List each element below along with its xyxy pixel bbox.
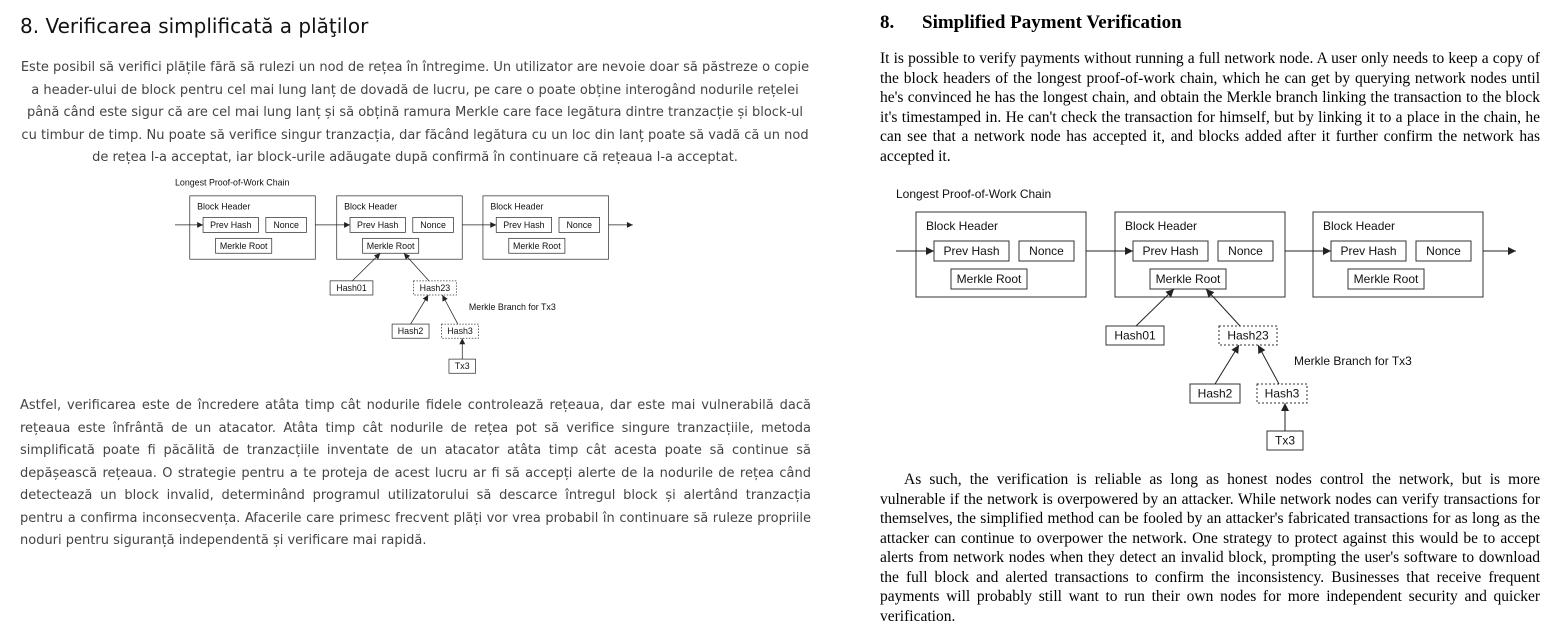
prev-hash-label: Prev Hash: [1142, 244, 1199, 258]
nonce-label: Nonce: [273, 219, 299, 230]
section-title-text: Simplified Payment Verification: [922, 12, 1182, 33]
section-number: 8.: [880, 12, 895, 33]
hash2-label: Hash2: [397, 326, 424, 337]
block-header-label: Block Header: [344, 201, 398, 212]
hash3-label: Hash3: [447, 326, 473, 337]
tx3-label: Tx3: [1274, 433, 1296, 448]
hash2-label: Hash2: [1197, 386, 1233, 401]
chain-arrow-out-head: [627, 222, 633, 228]
block-header-label: Block Header: [490, 201, 544, 212]
nonce-label: Nonce: [1426, 244, 1461, 258]
merkle-branch-label: Merkle Branch for Tx3: [468, 301, 556, 312]
prev-hash-label: Prev Hash: [1340, 244, 1397, 258]
merkle-branch-label: Merkle Branch for Tx3: [1294, 354, 1412, 368]
nonce-label: Nonce: [1029, 244, 1064, 258]
spv-diagram: [175, 172, 655, 377]
chain-arrow-out-head: [1508, 247, 1516, 255]
block-header-label: Block Header: [1125, 219, 1198, 233]
prev-hash-label: Prev Hash: [503, 219, 545, 230]
conclusion-paragraph: Astfel, verificarea este de încredere atâta timp cât nodurile fidele controlează rețeaua, dar este mai vulnerabilă dacă rețeaua este înfrântă de un atacator. Atâta timp cât nodurile de rețea pot să verifice singure tranzacțiile, metoda simplificată poate fi păcălită de tranzacțiile inventate de un atacator atâta timp cât acesta poate să continue să depășească rețeaua. O strategie pentru a te proteja de acest lucru ar fi să accepți alerte de la nodurile de rețea când detectează un block invalid, determinând programul utilizatorului să descarce întregul block și alertând tranzacția pentru a confirma inconsecvența. Afacerile care primesc frecvent plăți vor vrea probabil în continuare să ruleze propriile noduri pentru siguranță independentă și verificare mai rapidă.: [20, 398, 811, 548]
section-title: [880, 12, 1182, 34]
hash2-arrow-head: [423, 295, 429, 302]
merkle-root-label: Merkle Root: [366, 240, 415, 251]
hash2-arrow-head: [1231, 345, 1239, 354]
block-header-label: Block Header: [1323, 219, 1396, 233]
english-original-pane: [866, 0, 1563, 635]
intro-paragraph: Este posibil să verifici plățile fără să rulezi un nod de rețea în întregime. Un utilizator are nevoie doar să păstreze o copie a header-ului de block pentru cel mai lung lanț de dovadă de lucru, pe care o poate obține interogând nodurile rețelei până când este sigur că are cel mai lung lanț și să obțină ramura Merkle care face legătura dintre tranzacție și block-ul cu timbur de timp. Nu poate să verifice singur tranzacția, dar făcând legătura cu un loc din lanț poate să vadă că un nod de rețea l-a acceptat, iar block-urile adăugate după confirmă în continuare că rețeaua l-a acceptat.: [20, 60, 810, 165]
block-header-label: Block Header: [926, 219, 999, 233]
tx3-arrow-head: [1281, 403, 1289, 411]
merkle-root-label: Merkle Root: [1353, 272, 1419, 286]
merkle-root-label: Merkle Root: [219, 240, 268, 251]
nonce-label: Nonce: [566, 219, 593, 230]
hash01-label: Hash01: [1114, 328, 1156, 343]
tx3-arrow-head: [459, 338, 465, 344]
tx3-label: Tx3: [454, 361, 470, 372]
intro-paragraph: It is possible to verify payments without running a full network node. A user only needs to keep a copy of the block headers of the longest proof-of-work chain, which he can get by querying network nodes until he's convinced he has the longest chain, and obtain the Merkle branch linking the transaction to the block it's timestamped in. He can't check the transaction for himself, but by linking it to a place in the chain, he can see that a network node has accepted it, and blocks added after it further confirm the network has accepted it.: [880, 50, 1540, 165]
prev-hash-label: Prev Hash: [357, 219, 399, 230]
merkle-root-label: Merkle Root: [1155, 272, 1221, 286]
merkle-root-label: Merkle Root: [956, 272, 1022, 286]
hash01-label: Hash01: [336, 282, 367, 293]
hash23-label: Hash23: [1227, 328, 1269, 343]
nonce-label: Nonce: [420, 219, 446, 230]
hash23-label: Hash23: [419, 282, 451, 293]
conclusion-paragraph: As such, the verification is reliable as long as honest nodes control the network, but is more vulnerable if the network is overpowered by an attacker. While network nodes can verify transactions for themselves, the simplified method can be fooled by an attacker's fabricated transactions for as long as the attacker can continue to overpower the network. One strategy to protect against this would be to accept alerts from network nodes when they detect an invalid block, prompting the user's software to download the full block and alerted transactions to confirm the inconsistency. Businesses that receive frequent payments will probably still want to run their own nodes for more independent security and quicker verification.: [880, 471, 1540, 625]
hash3-label: Hash3: [1264, 386, 1300, 401]
spv-diagram: [896, 180, 1546, 455]
section-title: 8. Verificarea simplificată a plăţilor: [20, 14, 369, 38]
chain-label: Longest Proof-of-Work Chain: [175, 177, 290, 188]
merkle-root-label: Merkle Root: [512, 240, 561, 251]
prev-hash-label: Prev Hash: [210, 219, 252, 230]
chain-label: Longest Proof-of-Work Chain: [896, 187, 1052, 201]
nonce-label: Nonce: [1228, 244, 1263, 258]
prev-hash-label: Prev Hash: [943, 244, 1000, 258]
block-header-label: Block Header: [197, 201, 251, 212]
